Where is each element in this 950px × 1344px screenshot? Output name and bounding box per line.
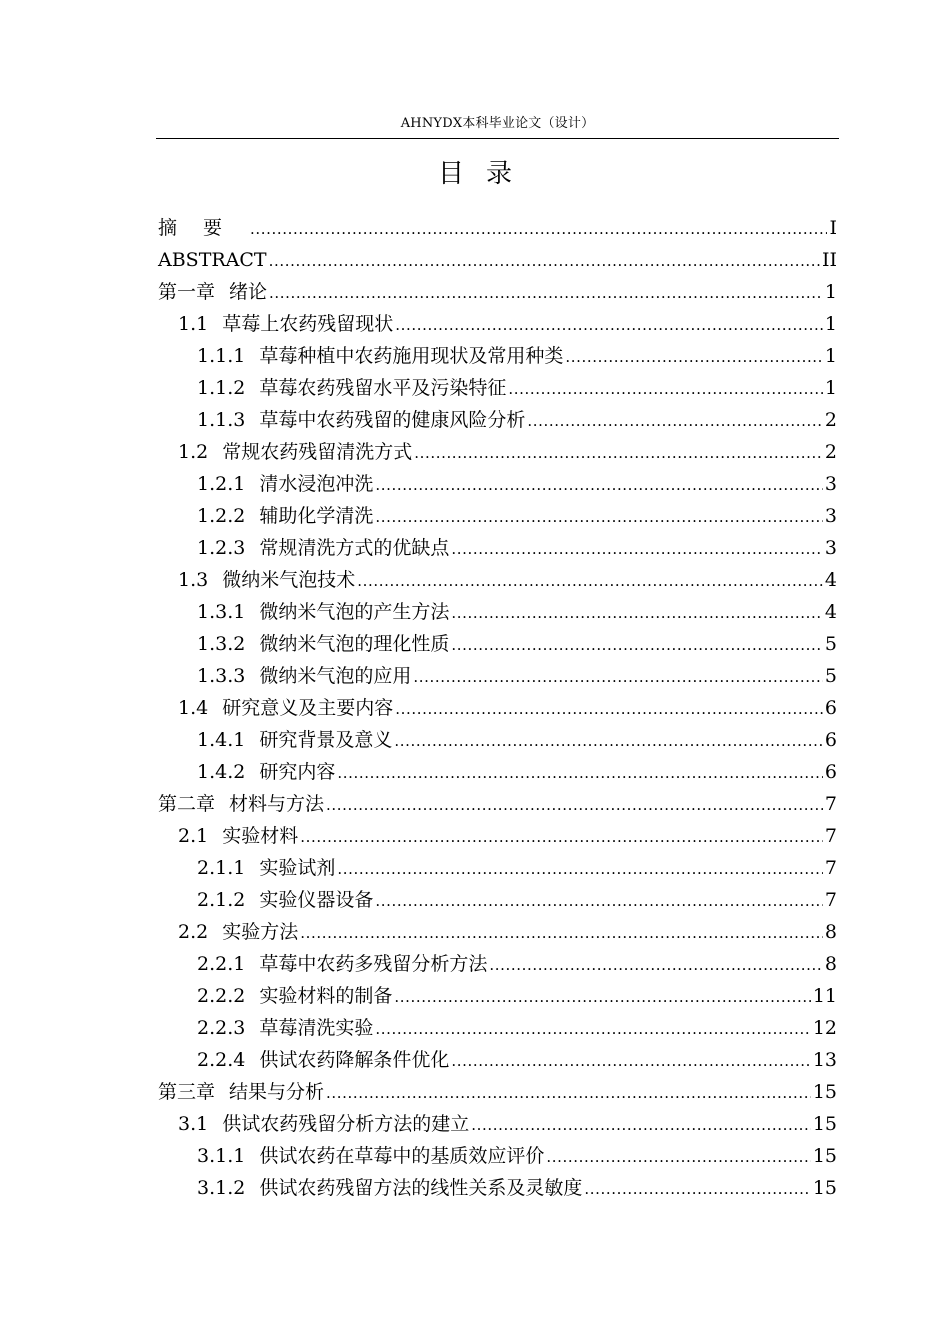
- toc-entry-number: 2.2.4: [197, 1049, 246, 1071]
- toc-leader-dots: [451, 1045, 810, 1077]
- toc-entry-title: 草莓种植中农药施用现状及常用种类: [259, 345, 564, 367]
- toc-entry-page: 15: [812, 1145, 837, 1167]
- page-title: 目录: [437, 159, 534, 189]
- toc-leader-dots: [584, 1173, 810, 1205]
- toc-entry-title: 研究意义及主要内容: [222, 697, 394, 719]
- toc-entry-page: 8: [824, 921, 837, 943]
- toc-entry-page: 12: [812, 1017, 837, 1039]
- toc-entry[interactable]: [158, 948, 837, 980]
- toc-entry-page: 1: [824, 281, 837, 303]
- toc-entry[interactable]: [158, 1044, 837, 1076]
- toc-entry-title: ABSTRACT: [158, 249, 267, 271]
- toc-entry[interactable]: [158, 500, 837, 532]
- toc-entry-number: 1.3.1: [197, 601, 246, 623]
- toc-entry-page: 15: [812, 1081, 837, 1103]
- toc-entry[interactable]: [158, 1108, 837, 1140]
- toc-entry-number: 1.2.1: [197, 473, 246, 495]
- toc-leader-dots: [451, 533, 823, 565]
- toc-entry[interactable]: [158, 884, 837, 916]
- toc-entry-title: 草莓农药残留水平及污染特征: [259, 377, 507, 399]
- toc-entry-number: 3.1.2: [197, 1177, 246, 1199]
- toc-entry[interactable]: [158, 788, 837, 820]
- toc-leader-dots: [508, 373, 823, 405]
- toc-leader-dots: [375, 469, 823, 501]
- toc-entry[interactable]: [158, 244, 837, 276]
- toc-entry-number: 2.2: [178, 921, 209, 943]
- toc-entry-page: 3: [824, 537, 837, 559]
- toc-entry-title: 草莓中农药多残留分析方法: [259, 953, 488, 975]
- toc-entry[interactable]: [158, 660, 837, 692]
- toc-entry-title: 供试农药残留方法的线性关系及灵敏度: [259, 1177, 583, 1199]
- toc-entry-page: 15: [812, 1113, 837, 1135]
- toc-entry-page: 6: [824, 729, 837, 751]
- toc-leader-dots: [326, 1077, 811, 1109]
- toc-entry-number: 1.3: [178, 569, 209, 591]
- toc-leader-dots: [413, 661, 823, 693]
- toc-entry[interactable]: [158, 916, 837, 948]
- toc-leader-dots: [451, 597, 823, 629]
- toc-leader-dots: [527, 405, 823, 437]
- toc-entry[interactable]: [158, 1076, 837, 1108]
- toc-leader-dots: [394, 725, 823, 757]
- toc-leader-dots: [269, 277, 823, 309]
- toc-entry-number: 2.2.3: [197, 1017, 246, 1039]
- toc-leader-dots: [565, 341, 823, 373]
- toc-entry-title: 实验试剂: [259, 857, 336, 879]
- toc-leader-dots: [394, 981, 810, 1013]
- toc-entry[interactable]: [158, 724, 837, 756]
- toc-leader-dots: [326, 789, 823, 821]
- toc-entry[interactable]: [158, 1140, 837, 1172]
- toc-entry-page: 5: [824, 633, 837, 655]
- toc-entry-number: 2.1.1: [197, 857, 246, 879]
- toc-entry-title: 供试农药降解条件优化: [259, 1049, 450, 1071]
- toc-entry-title: 草莓中农药残留的健康风险分析: [259, 409, 526, 431]
- toc-entry[interactable]: [158, 692, 837, 724]
- toc-entry-title: 微纳米气泡的理化性质: [259, 633, 450, 655]
- toc-leader-dots: [375, 1013, 810, 1045]
- toc-entry-number: 1.1.2: [197, 377, 246, 399]
- toc-entry-title: 实验材料: [222, 825, 299, 847]
- toc-entry-number: 第二章: [158, 793, 216, 815]
- toc-entry-page: 3: [824, 473, 837, 495]
- toc-entry-title: 常规农药残留清洗方式: [222, 441, 413, 463]
- toc-entry-title: 常规清洗方式的优缺点: [259, 537, 450, 559]
- toc-entry-number: 1.1: [178, 313, 209, 335]
- toc-entry-title: 草莓上农药残留现状: [222, 313, 394, 335]
- toc-entry-page: 6: [824, 697, 837, 719]
- toc-entry-number: 3.1.1: [197, 1145, 246, 1167]
- toc-entry-page: 7: [824, 825, 837, 847]
- toc-entry-number: 3.1: [178, 1113, 209, 1135]
- toc-entry-title: 摘要: [158, 217, 249, 239]
- toc-entry-page: 2: [824, 409, 837, 431]
- toc-entry-title: 研究内容: [259, 761, 336, 783]
- toc-entry-title: 实验方法: [222, 921, 299, 943]
- toc-entry[interactable]: [158, 372, 837, 404]
- toc-entry[interactable]: [158, 532, 837, 564]
- toc-entry-title: 研究背景及意义: [259, 729, 393, 751]
- toc-entry[interactable]: [158, 1012, 837, 1044]
- toc-entry-number: 2.1.2: [197, 889, 246, 911]
- toc-entry-number: 1.2: [178, 441, 209, 463]
- toc-entry[interactable]: [158, 436, 837, 468]
- toc-entry-number: 1.2.3: [197, 537, 246, 559]
- toc-entry-title: 辅助化学清洗: [259, 505, 374, 527]
- toc-entry[interactable]: [158, 852, 837, 884]
- toc-leader-dots: [357, 565, 823, 597]
- toc-entry-page: 13: [812, 1049, 837, 1071]
- toc-entry-number: 1.4: [178, 697, 209, 719]
- toc-entry-number: 第一章: [158, 281, 216, 303]
- toc-entry-number: 1.3.3: [197, 665, 246, 687]
- toc-entry-page: 8: [824, 953, 837, 975]
- toc-entry-page: 1: [824, 313, 837, 335]
- toc-entry-title: 清水浸泡冲洗: [259, 473, 374, 495]
- toc-entry-number: 2.2.1: [197, 953, 246, 975]
- toc-entry[interactable]: [158, 1172, 837, 1204]
- toc-leader-dots: [337, 853, 823, 885]
- toc-leader-dots: [546, 1141, 810, 1173]
- toc-entry-page: 3: [824, 505, 837, 527]
- toc-leader-dots: [451, 629, 823, 661]
- toc-entry[interactable]: [158, 564, 837, 596]
- toc-entry-title: 材料与方法: [229, 793, 325, 815]
- toc-leader-dots: [395, 693, 823, 725]
- toc-entry-page: 1: [824, 345, 837, 367]
- toc-entry-title: 微纳米气泡技术: [222, 569, 356, 591]
- toc-leader-dots: [489, 949, 823, 981]
- toc-entry-number: 1.4.1: [197, 729, 246, 751]
- toc-entry-title: 微纳米气泡的产生方法: [259, 601, 450, 623]
- toc-entry[interactable]: [158, 212, 837, 244]
- toc-entry[interactable]: [158, 980, 837, 1012]
- toc-entry[interactable]: [158, 820, 837, 852]
- toc-entry-page: 11: [812, 985, 837, 1007]
- toc-entry-number: 1.1.1: [197, 345, 246, 367]
- toc-leader-dots: [250, 213, 827, 245]
- toc-entry-number: 1.2.2: [197, 505, 246, 527]
- toc-leader-dots: [300, 821, 823, 853]
- toc-entry-title: 供试农药在草莓中的基质效应评价: [259, 1145, 545, 1167]
- toc-leader-dots: [395, 309, 823, 341]
- toc-entry-number: 1.1.3: [197, 409, 246, 431]
- toc-entry-title: 绪论: [229, 281, 268, 303]
- toc-entry-page: 4: [824, 601, 837, 623]
- toc-entry-title: 结果与分析: [229, 1081, 325, 1103]
- toc-entry-page: 1: [824, 377, 837, 399]
- toc-entry-title: 微纳米气泡的应用: [259, 665, 412, 687]
- toc-entry-page: 6: [824, 761, 837, 783]
- toc-entry-page: 5: [824, 665, 837, 687]
- toc-leader-dots: [269, 245, 820, 277]
- toc-entry[interactable]: [158, 468, 837, 500]
- toc-entry[interactable]: [158, 628, 837, 660]
- toc-entry-page: II: [821, 249, 837, 271]
- toc-entry-number: 第三章: [158, 1081, 216, 1103]
- table-of-contents: [158, 212, 837, 1204]
- toc-entry[interactable]: [158, 756, 837, 788]
- toc-leader-dots: [414, 437, 823, 469]
- toc-leader-dots: [471, 1109, 811, 1141]
- running-header: AHNYDX本科毕业论文（设计）: [156, 112, 839, 139]
- toc-entry-title: 实验仪器设备: [259, 889, 374, 911]
- toc-entry-number: 2.1: [178, 825, 209, 847]
- toc-entry-title: 草莓清洗实验: [259, 1017, 374, 1039]
- toc-entry-page: 15: [812, 1177, 837, 1199]
- toc-entry-page: 4: [824, 569, 837, 591]
- toc-entry-page: 7: [824, 793, 837, 815]
- toc-leader-dots: [375, 885, 823, 917]
- toc-entry-number: 1.4.2: [197, 761, 246, 783]
- toc-entry[interactable]: [158, 276, 837, 308]
- toc-entry-page: 2: [824, 441, 837, 463]
- toc-entry-page: 7: [824, 857, 837, 879]
- toc-leader-dots: [337, 757, 823, 789]
- toc-entry-page: 7: [824, 889, 837, 911]
- toc-entry-number: 1.3.2: [197, 633, 246, 655]
- toc-entry[interactable]: [158, 340, 837, 372]
- toc-leader-dots: [300, 917, 823, 949]
- toc-entry-number: 2.2.2: [197, 985, 246, 1007]
- toc-entry-title: 供试农药残留分析方法的建立: [222, 1113, 470, 1135]
- toc-leader-dots: [375, 501, 823, 533]
- toc-entry-title: 实验材料的制备: [259, 985, 393, 1007]
- toc-entry[interactable]: [158, 404, 837, 436]
- toc-entry-page: I: [829, 217, 837, 239]
- toc-entry[interactable]: [158, 308, 837, 340]
- toc-entry[interactable]: [158, 596, 837, 628]
